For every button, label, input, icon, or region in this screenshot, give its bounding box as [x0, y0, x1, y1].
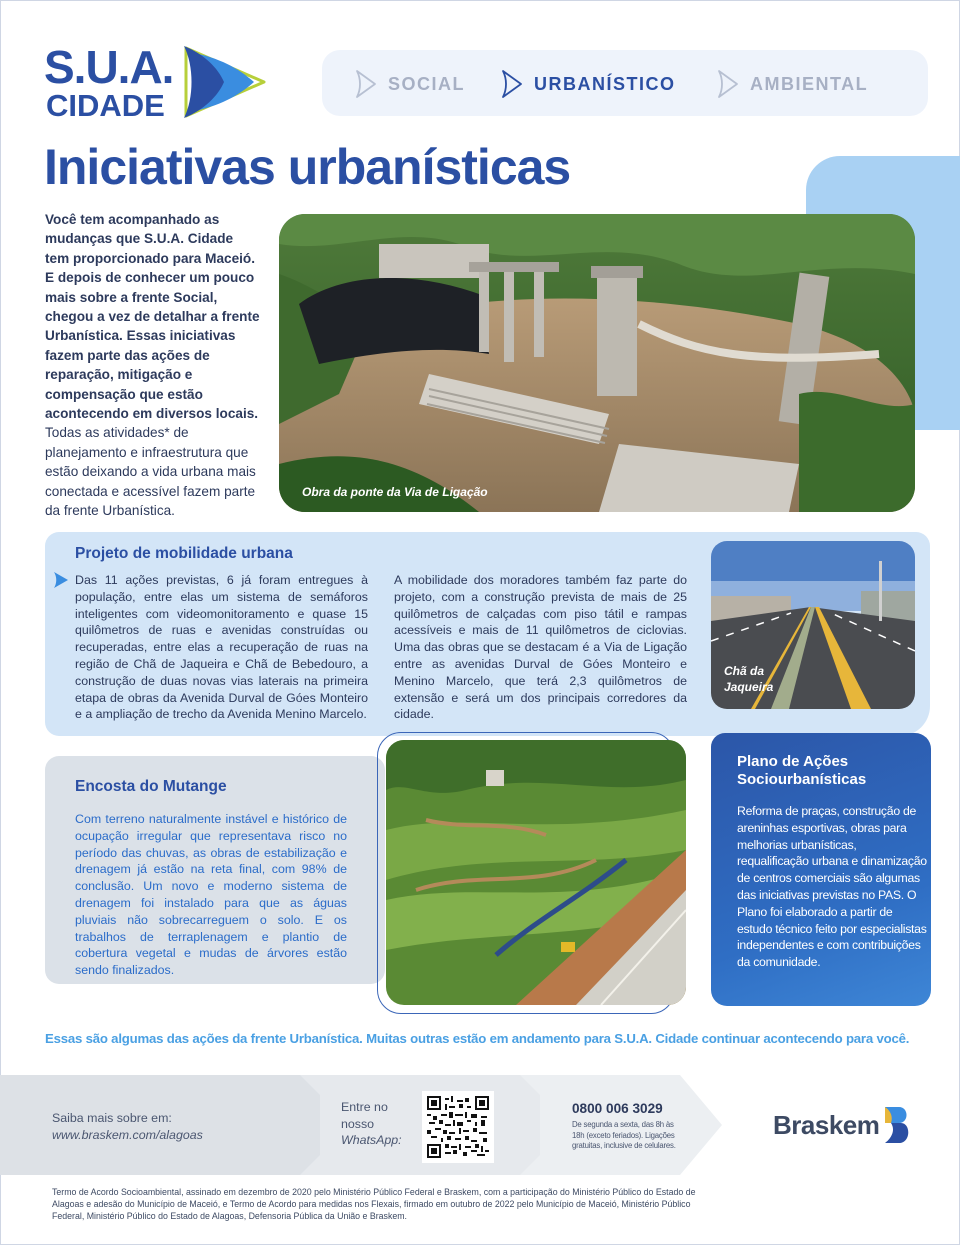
logo-play-icon — [180, 44, 272, 120]
slope-illustration — [386, 740, 686, 1005]
whatsapp-qr-code[interactable] — [422, 1091, 494, 1163]
intro-regular: Todas as atividades* de planejamento e infraestrutura que estão deixando a vida urbana mais conectada e acessível fazem parte da frente Urbanística. — [45, 425, 256, 519]
whatsapp-label-line3: WhatsApp: — [341, 1133, 402, 1148]
intro-bold: Você tem acompanhado as mudanças que S.U.A. Cidade tem proporcionado para Maceió. E depois de conhecer um pouco mais sobre a frente Social, chegou a vez de detalhar a frente Urbanística. Essas iniciativas fazem parte das ações de reparação, mitigação e compensação que estão acontecendo em diversos locais. — [45, 212, 260, 422]
whatsapp-label-line2: nosso — [341, 1116, 375, 1131]
whatsapp-label-line1: Entre no — [341, 1100, 388, 1114]
mutange-title: Encosta do Mutange — [75, 778, 227, 795]
road-caption-line2: Jaqueira — [724, 680, 774, 694]
tab-urbanistico-label: URBANÍSTICO — [534, 73, 676, 94]
tab-urbanistico[interactable] — [500, 70, 676, 98]
hotline-phone[interactable]: 0800 006 3029 — [572, 1101, 663, 1116]
mobility-title: Projeto de mobilidade urbana — [75, 545, 293, 562]
plan-title — [737, 753, 917, 789]
page-title: Iniciativas urbanísticas — [44, 139, 571, 195]
footer-url-link[interactable]: www.braskem.com/alagoas — [52, 1128, 203, 1142]
section-nav — [322, 50, 928, 116]
closing-statement: Essas são algumas das ações da frente Urbanística. Muitas outras estão em andamento para S.U.A. Cidade continuar acontecendo para você. — [45, 1031, 910, 1046]
tab-social-label: SOCIAL — [388, 73, 466, 94]
logo-line2: CIDADE — [46, 88, 165, 123]
play-outline-icon — [500, 69, 524, 99]
footer-more-label: Saiba mais sobre em: — [52, 1111, 172, 1125]
arrow-right-icon — [52, 571, 70, 589]
plan-text: Reforma de praças, construção de areninhas esportivas, obras para melhorias urbanísticas, requalificação urbana e dinamização de centros comerciais são algumas das iniciativas previstas no PAS. O Plano foi elaborado a partir de estudo técnico feito por especialistas independentes e com contribuições da comunidade. — [737, 804, 927, 970]
slope-photo — [386, 740, 686, 1005]
mobility-text-col2: A mobilidade dos moradores também faz parte do projeto, com a construção prevista de mais de 25 quilômetros de calçadas com piso tátil e rampas acessíveis e mais de 11 quilômetros de ciclovias. Uma das obras que se destacam é a Via de Ligação entre as avenidas Durval de Góes Monteiro e Menino Marcelo, que terá 2,3 quilômetros de extensão e será um dos principais corredores da cidade. — [394, 573, 687, 722]
plan-title-line1: Plano de Ações — [737, 753, 849, 770]
sua-cidade-logo — [44, 41, 274, 124]
hotline-note: De segunda a sexta, das 8h às 18h (exceto feriados). Ligações gratuitas, inclusive de celulares. — [572, 1120, 676, 1151]
qr-code-icon — [427, 1096, 489, 1158]
road-photo-caption — [724, 663, 773, 695]
braskem-mark-icon — [881, 1105, 911, 1145]
play-outline-icon — [354, 69, 378, 99]
whatsapp-label — [341, 1099, 416, 1149]
logo-line1: S.U.A. — [44, 41, 174, 93]
braskem-wordmark: Braskem — [773, 1109, 880, 1140]
legal-footnote: Termo de Acordo Socioambiental, assinado em dezembro de 2020 pelo Ministério Público Federal e Braskem, com a participação do Ministério Público do Estado de Alagoas e adesão do Município de Maceió, e Termo de Acordo para medidas nos Flexais, firmado em outubro de 2022 pelo Município de Maceió, Ministério Público Federal, Ministério Público do Estado de Alagoas, Defensoria Pública da União e Braskem. — [52, 1187, 696, 1221]
mutange-text: Com terreno naturalmente instável e histórico de ocupação irregular que representava risco no período das chuvas, as obras de estabilização e drenagem já estão na reta final, com 98% de conclusão. Um novo e moderno sistema de drenagem foi instalado para que as águas pluviais não sobrecarreguem o solo. E os trabalhos de terraplenagem e plantio de cobertura vegetal e mudas de árvores estão sendo finalizados. — [75, 812, 347, 978]
road-caption-line1: Chã da — [724, 664, 765, 678]
mobility-text-col1: Das 11 ações previstas, 6 já foram entregues à população, entre elas um sistema de semáforos inteligentes com videomonitoramento e quase 15 quilômetros de ruas e avenidas construídas ou recuperadas, entre elas a recuperação de ruas na região de Chã de Jaqueira e Chã de Bebedouro, a construção de duas novas vias laterais na primeira etapa de obras da Avenida Durval de Góes Monteiro e a ampliação de trecho da Avenida Menino Marcelo. — [75, 573, 368, 722]
tab-social[interactable] — [354, 70, 465, 98]
plan-title-line2: Sociourbanísticas — [737, 771, 867, 788]
bridge-construction-photo — [279, 214, 915, 512]
play-outline-icon — [716, 69, 740, 99]
tab-ambiental-label: AMBIENTAL — [750, 73, 869, 94]
tab-ambiental[interactable] — [716, 70, 868, 98]
intro-text — [45, 210, 260, 521]
bridge-photo-caption: Obra da ponte da Via de Ligação — [302, 485, 488, 499]
braskem-logo — [773, 1105, 911, 1145]
bridge-construction-illustration — [279, 214, 915, 512]
